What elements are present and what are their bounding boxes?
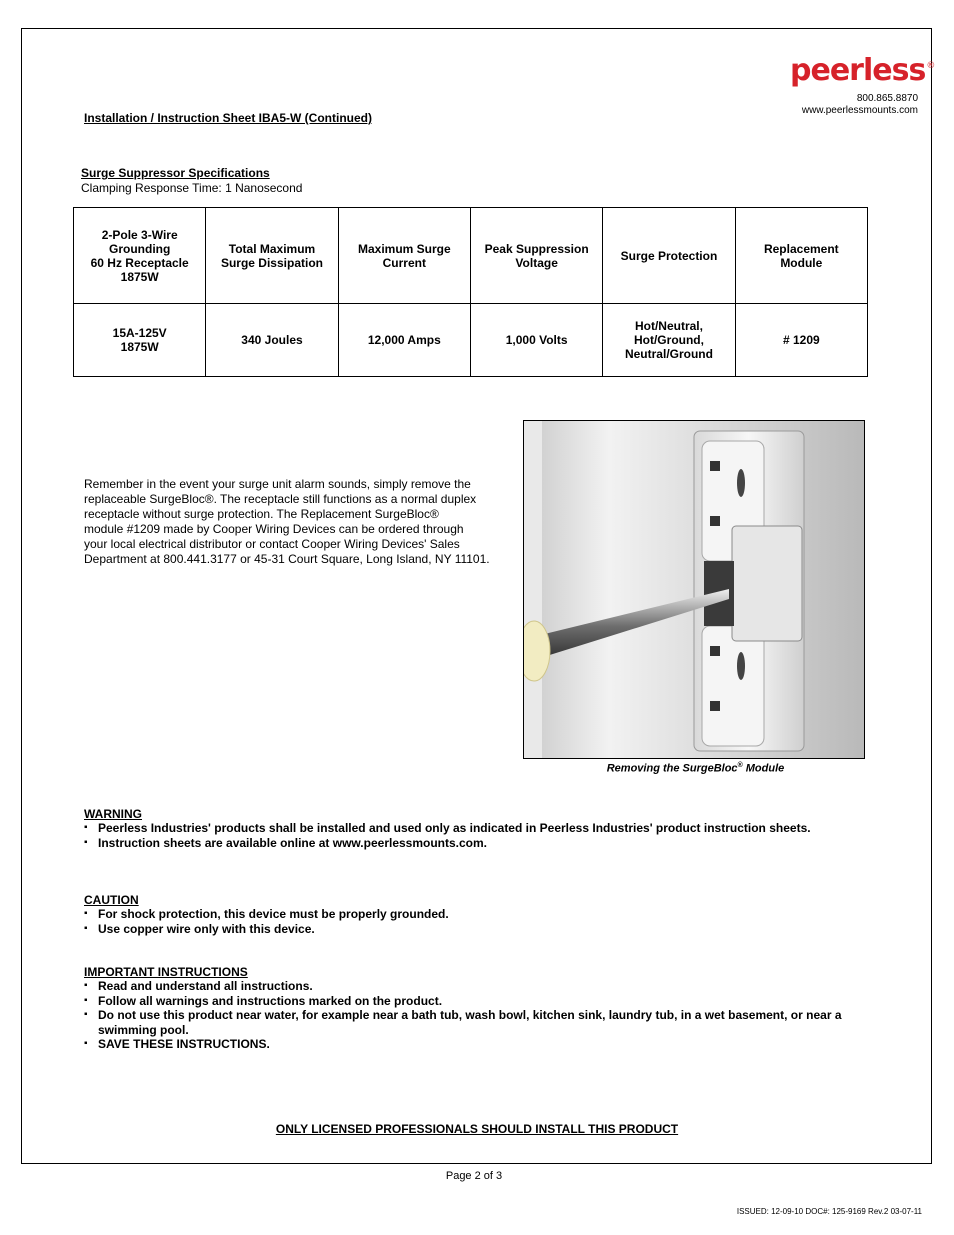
surgebloc-photo [523,420,865,759]
specs-value-cell [470,304,602,377]
specs-value-cell [206,304,338,377]
paragraph-line: Department at 800.441.3177 or 45-31 Court Square, Long Island, NY 11101. [84,552,490,566]
specs-value-cell [338,304,470,377]
specs-header-cell-line: Peak Suppression [484,241,589,256]
list-item: ▪ Instruction sheets are available online at www.peerlessmounts.com. [84,836,884,851]
specs-header-cell-line: Maximum Surge [357,241,451,256]
phone-number: 800.865.8870 [856,93,918,104]
paragraph-line: module #1209 made by Cooper Wiring Devices can be ordered through [84,522,464,536]
specs-title: Surge Suppressor Specifications [81,166,270,180]
important-heading: IMPORTANT INSTRUCTIONS [84,965,248,979]
paragraph-line: Remember in the event your surge unit alarm sounds, simply remove the [84,477,471,491]
specs-value-cell-line: Hot/Ground, [633,333,704,348]
specs-value-cell-line: 15A-125V [112,326,167,341]
specs-header-cell [735,208,867,304]
specs-value-cell-line: 12,000 Amps [367,333,441,348]
specs-value-row [74,304,868,377]
list-item: ▪ SAVE THESE INSTRUCTIONS. [84,1037,869,1052]
specs-header-cell-line: Grounding [109,241,171,256]
specs-header-cell-line: Surge Dissipation [220,255,323,270]
caution-list [84,907,884,936]
specs-header-cell [206,208,338,304]
website: www.peerlessmounts.com [801,105,918,116]
photo-caption: Removing the SurgeBloc® Module [606,762,785,775]
list-item: ▪ For shock protection, this device must be properly grounded. [84,907,884,922]
list-item: ▪ Follow all warnings and instructions marked on the product. [84,994,869,1009]
contact-info [802,93,918,117]
specs-value-cell-line: 340 Joules [241,333,303,348]
list-item: ▪ Do not use this product near water, for example near a bath tub, wash bowl, kitchen sink, laundry tub, in a wet basement, or near a swimming pool. [84,1008,869,1037]
specs-header-cell [338,208,470,304]
specs-value-cell [74,304,206,377]
warning-list [84,821,884,850]
specs-value-cell-line: 1875W [120,340,159,355]
specs-value-cell-line: Hot/Neutral, [634,319,703,334]
specs-header-cell-line: Voltage [515,255,558,270]
warning-section [84,807,884,850]
paragraph-line: replaceable SurgeBloc®. The receptacle still functions as a normal duplex [84,492,477,506]
caution-heading: CAUTION [84,893,139,907]
issued-info: ISSUED: 12-09-10 DOC#: 125-9169 Rev.2 03-07-11 [736,1207,922,1216]
specs-header-cell [470,208,602,304]
paragraph-line: your local electrical distributor or contact Cooper Wiring Devices' Sales [84,537,460,551]
list-item: ▪ Peerless Industries' products shall be installed and used only as indicated in Peerless Industries' product instruction sheets. [84,821,884,836]
list-item: ▪ Read and understand all instructions. [84,979,869,994]
peerless-logo: peerless® [790,53,935,88]
receptacle-illustration [524,421,864,758]
important-section [84,965,869,1052]
licensed-notice: ONLY LICENSED PROFESSIONALS SHOULD INSTALL THIS PRODUCT [275,1122,679,1136]
warning-heading: WARNING [84,807,142,821]
list-item: ▪ Use copper wire only with this device. [84,922,884,937]
specs-header-cell-line: 1875W [120,269,159,284]
specs-value-cell [735,304,867,377]
page-number: Page 2 of 3 [445,1170,503,1182]
paragraph-line: receptacle without surge protection. The Replacement SurgeBloc® [84,507,439,521]
specs-header-cell [603,208,735,304]
specs-value-cell-line: Neutral/Ground [624,347,713,362]
specs-header-cell-line: Surge Protection [620,248,718,263]
specs-header-cell-line: Total Maximum [228,241,316,256]
caution-section [84,893,884,936]
surgebloc-paragraph [84,477,514,567]
specs-subtitle: Clamping Response Time: 1 Nanosecond [81,181,303,195]
specs-table [73,207,868,377]
specs-header-row [74,208,868,304]
specs-header-cell-line: 60 Hz Receptacle [90,255,189,270]
important-list [84,979,869,1052]
specs-header-cell [74,208,206,304]
specs-value-cell-line: # 1209 [782,333,820,348]
specs-header-cell-line: Replacement [763,241,839,256]
document-title: Installation / Instruction Sheet IBA5-W (Continued) [84,111,372,125]
specs-header-cell-line: Module [780,255,823,270]
specs-value-cell [603,304,735,377]
specs-header-cell-line: Current [382,255,426,270]
specs-value-cell-line: 1,000 Volts [505,333,568,348]
specs-header-cell-line: 2-Pole 3-Wire [101,227,178,242]
